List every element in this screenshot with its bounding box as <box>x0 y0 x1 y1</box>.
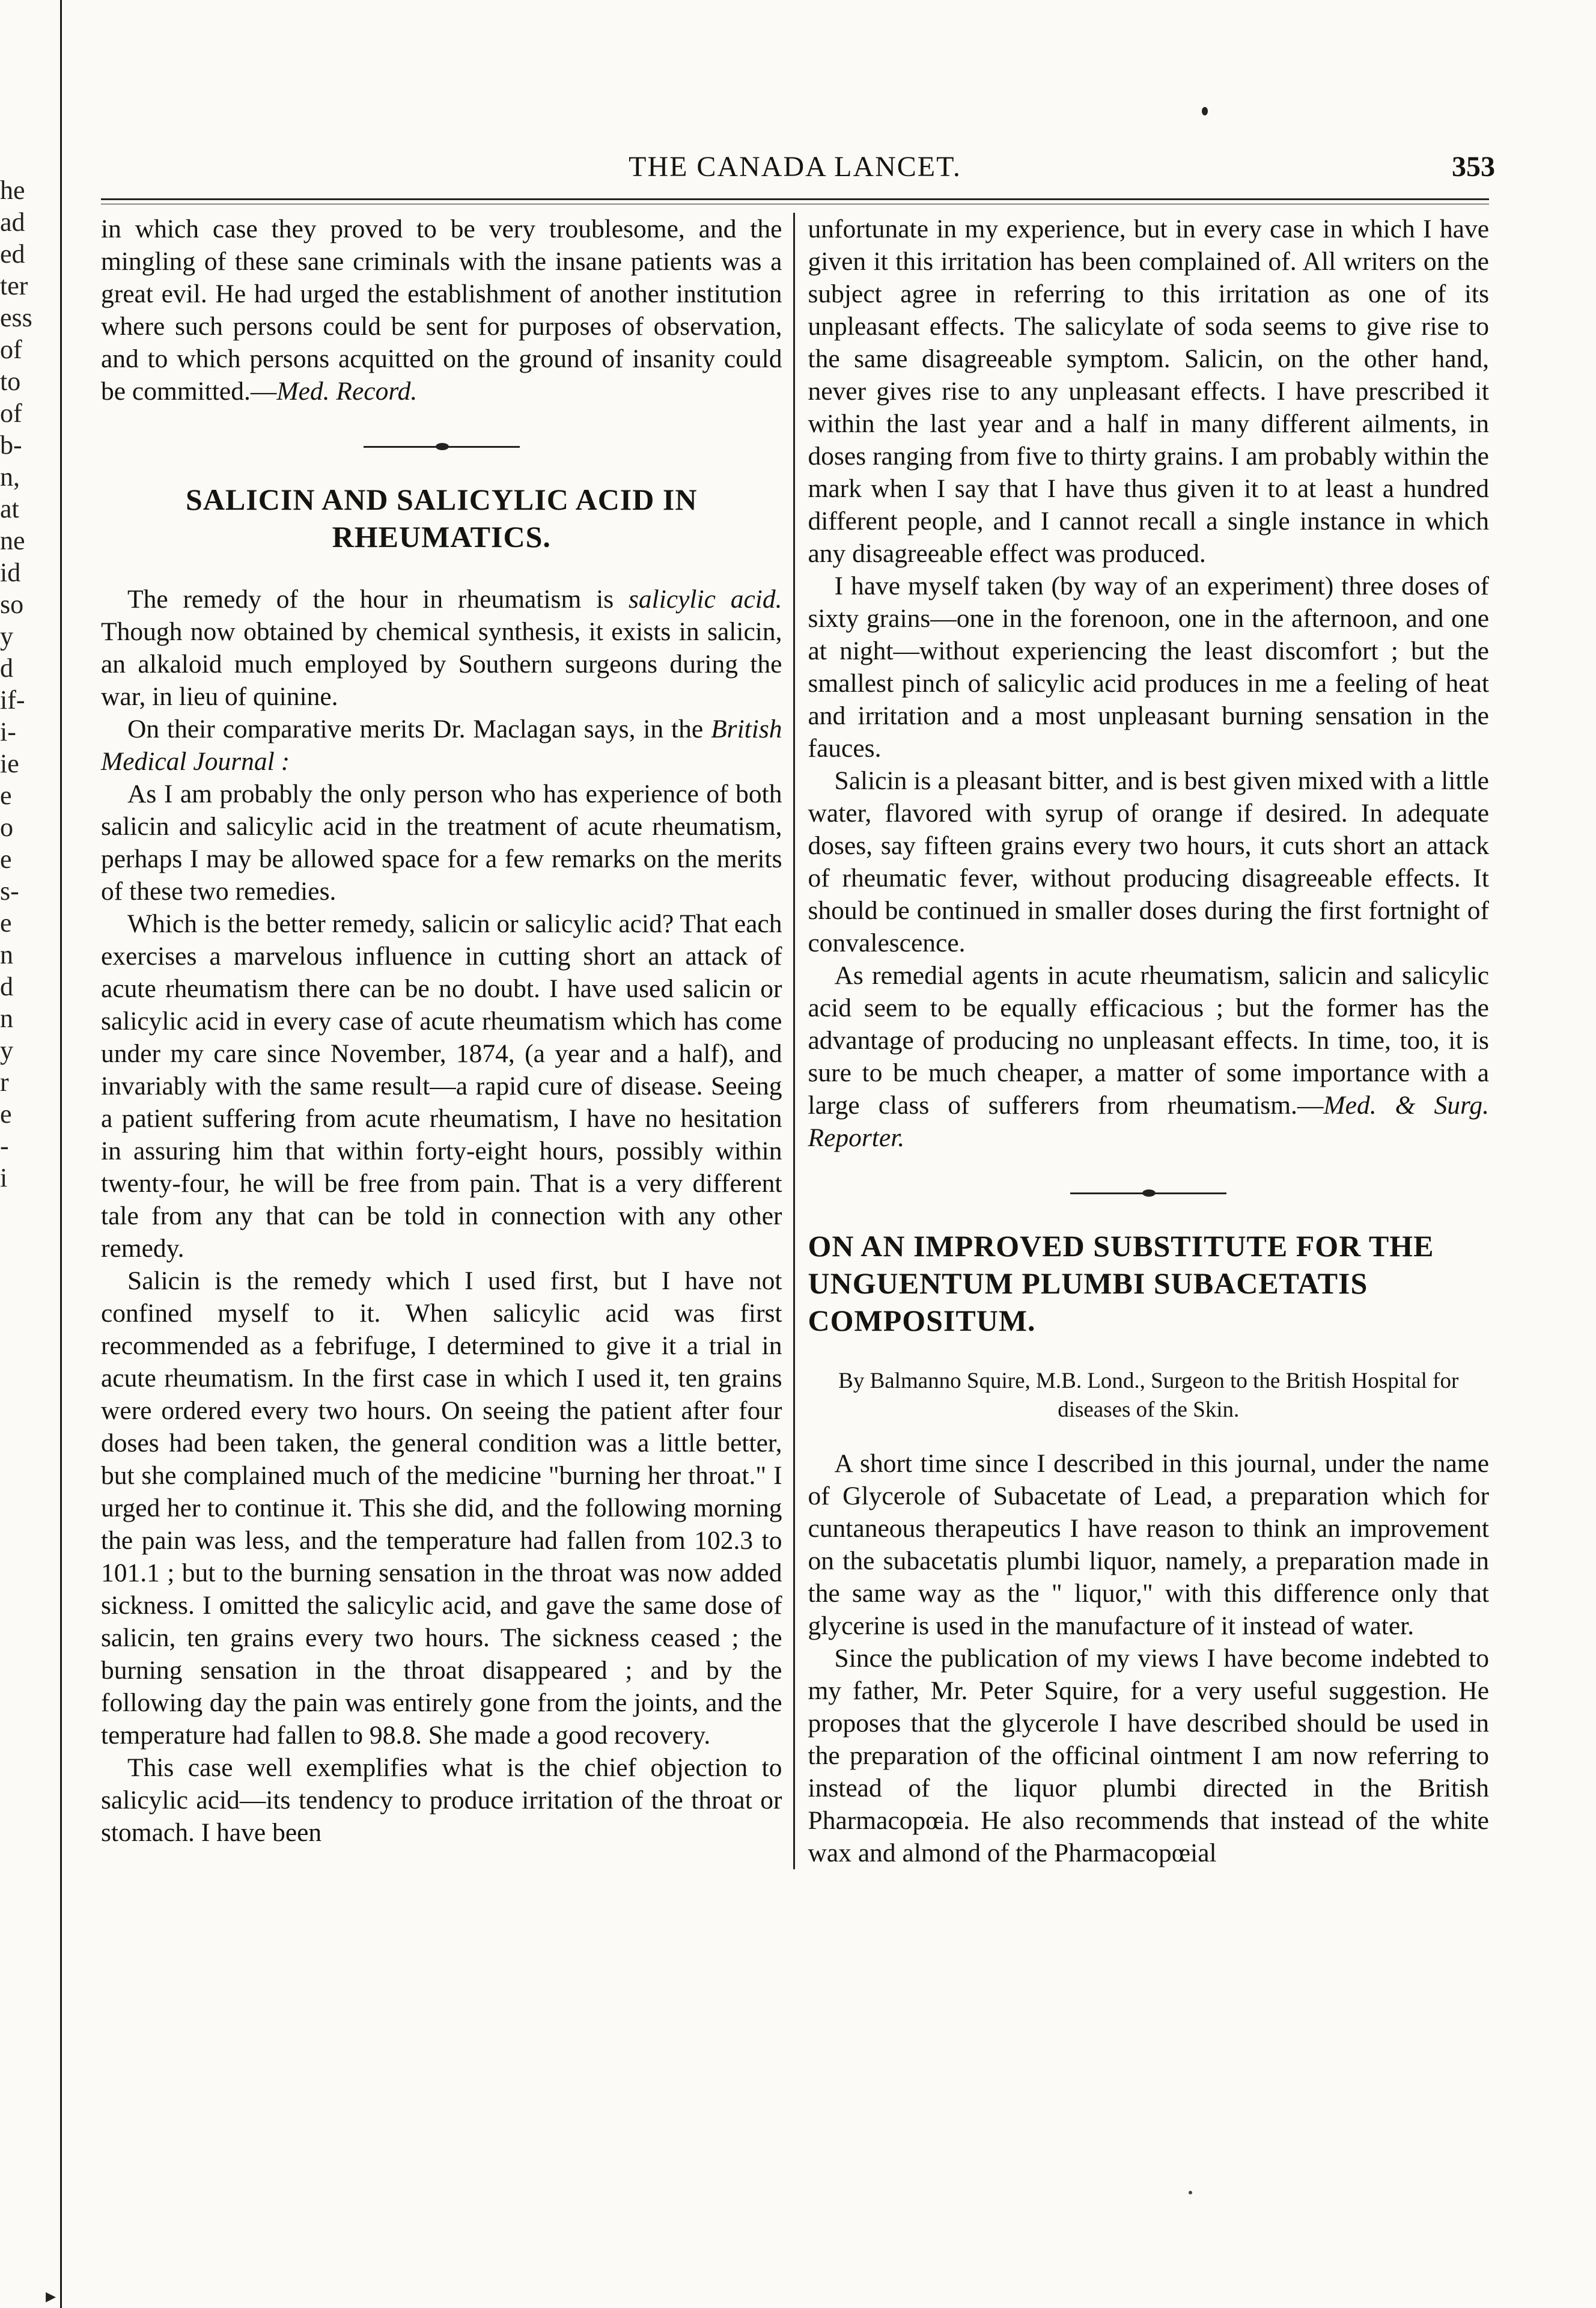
margin-fragment: e <box>0 908 12 938</box>
source-citation: Med. & Surg. Reporter. <box>808 1091 1489 1152</box>
margin-fragment: n, <box>0 462 20 492</box>
margin-fragment: r <box>0 1067 9 1097</box>
margin-fragment: y <box>0 1036 13 1065</box>
margin-fragment: d <box>0 972 13 1001</box>
margin-fragment: ne <box>0 526 25 555</box>
paragraph: Salicin is the remedy which I used first, but I have not confined myself to it. When salicylic acid was first recommended as a febrifuge, I determined to give it a trial in acute rheumatism. In the first case in which I used it, ten grains were ordered every two hours. On seeing the patient after four doses had been taken, the general condition was a little better, but she complained much of the medicine "burning her throat." I urged her to continue it. This she did, and the following morning the pain was less, and the temperature had fallen from 102.3 to 101.1 ; but to the burning sensation in the throat was now added sickness. I omitted the salicylic acid, and gave the same dose of salicin, ten grains every two hours. The sickness ceased ; the burning sensation in the throat disappeared ; and by the following day the pain was entirely gone from the joints, and the temperature had fallen to 98.8. She made a good recovery. <box>101 1266 782 1750</box>
ink-speck <box>1202 107 1208 115</box>
margin-fragment: ad <box>0 207 25 237</box>
paragraph: This case well exemplifies what is the chief objection to salicylic acid—its tendency to produce irritation of the throat or stomach. I have been <box>101 1753 782 1847</box>
journal-title: THE CANADA LANCET. <box>629 151 961 183</box>
section-divider <box>1070 1189 1226 1197</box>
margin-fragment: he <box>0 176 25 205</box>
paragraph: unfortunate in my experience, but in every case in which I have given it this irritation has been complained of. All writers on the subject agree in referring to this irritation as one of its unpleasant effects. The salicylate of soda seems to give rise to the same disagreeable symptom. Salicin, on the other hand, never gives rise to any unpleasant effects. I have prescribed it within the last year and a half in many different ailments, in doses ranging from five to thirty grains. I am probably within the mark when I say that I have thus given it to at least a hundred different people, and I cannot recall a single instance in which any disagreeable effect was produced. <box>808 215 1489 568</box>
binding-edge <box>60 0 62 2308</box>
page-number: 353 <box>1452 151 1495 183</box>
margin-fragment: i- <box>0 717 16 746</box>
left-column <box>101 213 793 1869</box>
margin-fragment: ess <box>0 303 32 332</box>
paragraph: As remedial agents in acute rheumatism, salicin and salicylic acid seem to be equally efficacious ; but the former has the advantage of producing no unpleasant effects. In time, too, it is sure to be much cheaper, a matter of some importance with a large class of sufferers from rheumatism.—Med. & Surg. Reporter. <box>808 961 1489 1152</box>
paragraph: A short time since I described in this journal, under the name of Glycerole of Subacetate of Lead, a preparation which for cuntaneous therapeutics I have reason to think an improvement on the subacetatis plumbi liquor, namely, a preparation made in the same way as the " liquor," with this difference only that glycerine is used in the manufacture of it instead of water. <box>808 1449 1489 1640</box>
section-divider <box>364 442 520 451</box>
margin-fragment: o <box>0 813 13 842</box>
journal-page <box>101 150 1495 1869</box>
margin-fragment: e <box>0 844 12 874</box>
margin-fragment: id <box>0 558 21 587</box>
margin-fragment: to <box>0 367 21 396</box>
margin-fragment: s- <box>0 876 19 906</box>
paragraph: The remedy of the hour in rheumatism is salicylic acid. Though now obtained by chemical synthesis, it exists in salicin, an alkaloid much employed by Southern surgeons during the war, in lieu of quinine. <box>101 585 782 711</box>
paragraph: On their comparative merits Dr. Maclagan says, in the British Medical Journal : <box>101 715 782 776</box>
two-column-body <box>101 213 1489 1869</box>
header-rule <box>101 198 1489 200</box>
margin-fragment: d <box>0 653 13 683</box>
margin-fragment: i <box>0 1163 8 1192</box>
corner-mark: ▸ <box>46 2285 56 2307</box>
margin-fragment: ter <box>0 271 28 301</box>
margin-fragment: n <box>0 940 13 969</box>
margin-fragment: of <box>0 398 22 428</box>
paragraph: I have myself taken (by way of an experiment) three doses of sixty grains—one in the forenoon, one in the afternoon, and one at night—without experiencing the least discomfort ; but the smallest pinch of salicylic acid produces in me a feeling of heat and irritation and a most unpleasant burning sensation in the fauces. <box>808 572 1489 763</box>
margin-fragment: e <box>0 781 12 810</box>
paragraph: Which is the better remedy, salicin or salicylic acid? That each exercises a marvelous influence in cutting short an attack of acute rheumatism there can be no doubt. I have used salicin or salicylic acid in every case of acute rheumatism which has come under my care since November, 1874, (a year and a half), and invariably with the same result—a rapid cure of disease. Seeing a patient suffering from acute rheumatism, I have no hesitation in assuring him that within forty-eight hours, possibly within twenty-four, he will be free from pain. That is a very different tale from any that can be told in connection with any other remedy. <box>101 909 782 1263</box>
margin-fragment: b- <box>0 430 22 460</box>
margin-fragment: n <box>0 1004 13 1033</box>
source-citation: Med. Record. <box>276 377 418 406</box>
margin-fragment: - <box>0 1131 9 1161</box>
margin-fragment: y <box>0 621 13 651</box>
margin-fragment: of <box>0 335 22 364</box>
paragraph: As I am probably the only person who has experience of both salicin and salicylic acid in the treatment of acute rheumatism, perhaps I may be allowed space for a few remarks on the merits of these two remedies. <box>101 780 782 906</box>
margin-fragment: e <box>0 1099 12 1129</box>
ink-speck <box>1189 2191 1192 2194</box>
article-title: ON AN IMPROVED SUBSTITUTE FOR THE UNGUENTUM PLUMBI SUBACETATIS COMPOSITUM. <box>808 1229 1434 1337</box>
paragraph: Salicin is a pleasant bitter, and is best given mixed with a little water, flavored with syrup of orange if desired. In adequate doses, say fifteen grains every two hours, it cuts short an attack of rheumatic fever, without producing disagreeable effects. It should be continued in smaller doses during the first fortnight of convalescence. <box>808 766 1489 957</box>
margin-fragment: so <box>0 590 24 619</box>
right-column <box>795 213 1490 1869</box>
margin-fragment: at <box>0 494 19 524</box>
author-byline: By Balmanno Squire, M.B. Lond., Surgeon to the British Hospital for diseases of the Skin. <box>838 1369 1459 1422</box>
paragraph: Since the publication of my views I have become indebted to my father, Mr. Peter Squire, for a very useful suggestion. He proposes that the glycerole I have described should be used in the preparation of the officinal ointment I am now referring to instead of the liquor plumbi directed in the British Pharmacopœia. He also recommends that instead of the white wax and almond of the Pharmacopœial <box>808 1644 1489 1867</box>
margin-fragment: ed <box>0 239 25 269</box>
margin-fragment: ie <box>0 749 19 778</box>
running-head <box>101 150 1495 192</box>
continued-paragraph: in which case they proved to be very troublesome, and the mingling of these sane criminals with the insane patients was a great evil. He had urged the establishment of another institution where such persons could be sent for purposes of observation, and to which persons acquitted on the ground of insanity could be committed.—Med. Record. <box>101 215 782 406</box>
article-title: SALICIN AND SALICYLIC ACID IN RHEUMATICS. <box>186 483 698 554</box>
margin-fragment: if- <box>0 685 25 715</box>
facing-page-margin <box>0 174 32 1194</box>
